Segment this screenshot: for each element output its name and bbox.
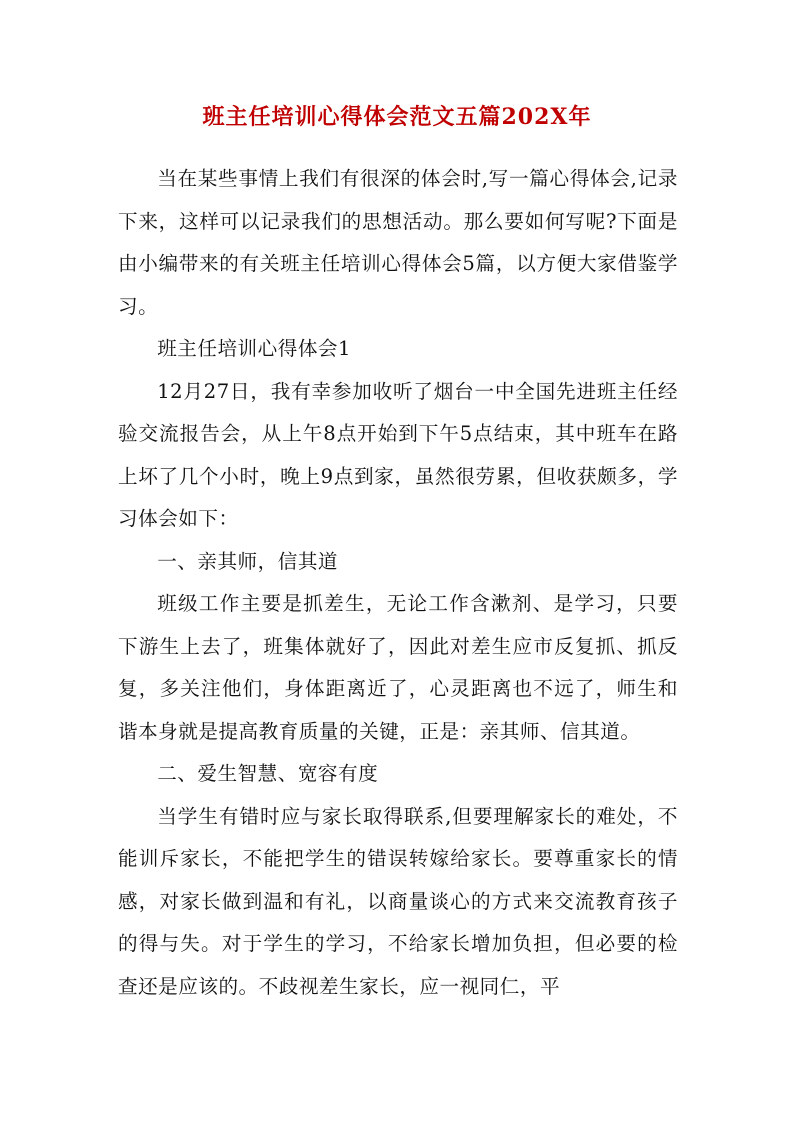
subheading-1-number: 一、 <box>157 549 198 573</box>
document-title: 班主任培训心得体会范文五篇202X年 <box>202 104 592 130</box>
document-body <box>118 158 678 1008</box>
section-1-paragraph: 12月27日，我有幸参加收听了烟台一中全国先进班主任经验交流报告会，从上午8点开始到下午5点结束，其中班车在路上坏了几个小时，晚上9点到家，虽然很劳累，但收获颇多，学习体会如下： <box>118 379 678 530</box>
subheading-1-text: 亲其师，信其道 <box>197 549 339 573</box>
subheading-2 <box>118 753 678 796</box>
subheading-2-text: 爱生智慧、宽容有度 <box>197 762 379 785</box>
section-heading-1: 班主任培训心得体会1 <box>157 337 351 360</box>
subheading-2-paragraph: 当学生有错时应与家长取得联系,但要理解家长的难处，不能训斥家长，不能把学生的错误转嫁给家长。要尊重家长的情感，对家长做到温和有礼，以商量谈心的方式来交流教育孩子的得与失。对于学生的学习，不给家长增加负担，但必要的检查还是应该的。不歧视差生家长，应一视同仁，平 <box>118 804 678 998</box>
subheading-2-number: 二、 <box>157 762 198 785</box>
subheading-1 <box>118 541 678 584</box>
intro-paragraph: 当在某些事情上我们有很深的体会时,写一篇心得体会,记录下来，这样可以记录我们的思想活动。那么要如何写呢?下面是由小编带来的有关班主任培训心得体会5篇，以方便大家借鉴学习。 <box>118 167 678 318</box>
subheading-1-paragraph: 班级工作主要是抓差生，无论工作含漱剂、是学习，只要下游生上去了，班集体就好了，因此对差生应市反复抓、抓反复，多关注他们，身体距离近了，心灵距离也不远了，师生和谐本身就是提高教育质量的关键，正是：亲其师、信其道。 <box>118 592 678 743</box>
